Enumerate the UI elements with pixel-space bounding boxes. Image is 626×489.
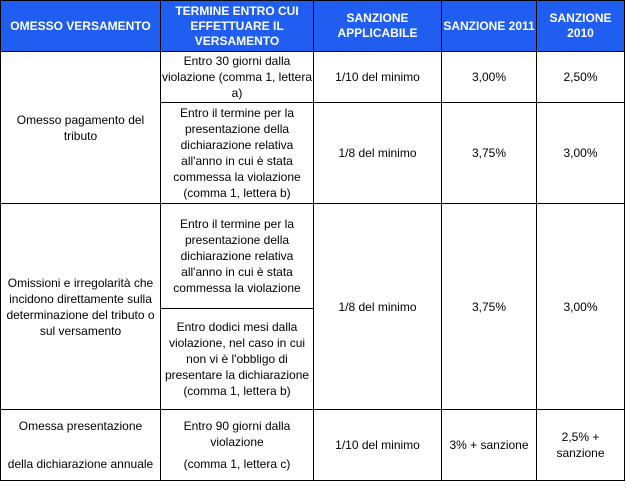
termine-cell: Entro il termine per la presentazione della dichiarazione relativa all'anno in cui è stata commessa la violazione (comma 1, lettera b) — [161, 103, 314, 204]
omessa-presentazione-split — [1, 414, 160, 476]
sanzione-2011-cell: 3% + sanzione — [442, 410, 537, 481]
termine-bottom: (comma 1, lettera c) — [183, 457, 291, 471]
header-termine: TERMINE ENTRO CUI EFFETTUARE IL VERSAMENTO — [161, 1, 314, 52]
table-row — [1, 204, 625, 309]
header-sanzione-2011: SANZIONE 2011 — [442, 1, 537, 52]
termine-top: Entro 90 giorni dalla violazione — [183, 419, 291, 449]
header-row — [1, 1, 625, 52]
header-omesso-versamento: OMESSO VERSAMENTO — [1, 1, 161, 52]
omissioni-label: Omissioni e irregolarità che incidono direttamente sulla determinazione del tributo o sul versamento — [1, 204, 161, 410]
table-row — [1, 410, 625, 481]
sanzione-cell: 1/8 del minimo — [314, 204, 442, 410]
sanzione-2011-cell: 3,00% — [442, 52, 537, 103]
omesso-pagamento-label: Omesso pagamento del tributo — [1, 52, 161, 204]
sanzione-2010-cell: 3,00% — [537, 204, 625, 410]
sanzione-2011-cell: 3,75% — [442, 103, 537, 204]
termine-cell: Entro il termine per la presentazione della dichiarazione relativa all'anno in cui è stata commessa la violazione — [161, 204, 314, 309]
sanzione-2011-cell: 3,75% — [442, 204, 537, 410]
sanzione-cell: 1/8 del minimo — [314, 103, 442, 204]
header-sanzione-2010: SANZIONE 2010 — [537, 1, 625, 52]
sanzione-2010-cell: 3,00% — [537, 103, 625, 204]
termine-split — [161, 414, 313, 476]
table-row — [1, 52, 625, 103]
header-sanzione-applicabile: SANZIONE APPLICABILE — [314, 1, 442, 52]
sanzione-cell: 1/10 del minimo — [314, 410, 442, 481]
termine-cell: Entro dodici mesi dalla violazione, nel caso in cui non vi è l'obbligo di presentare la dichiarazione (comma 1, lettera b) — [161, 309, 314, 410]
omessa-presentazione-cell — [1, 410, 161, 481]
sanzione-2010-cell: 2,5% + sanzione — [537, 410, 625, 481]
sanzione-cell: 1/10 del minimo — [314, 52, 442, 103]
sanzione-2010-cell: 2,50% — [537, 52, 625, 103]
omessa-presentazione-label: Omessa presentazione — [18, 419, 143, 433]
termine-cell: Entro 30 giorni dalla violazione (comma 1, lettera a) — [161, 52, 314, 103]
dichiarazione-annuale-label: della dichiarazione annuale — [7, 457, 154, 471]
termine-cell — [161, 410, 314, 481]
